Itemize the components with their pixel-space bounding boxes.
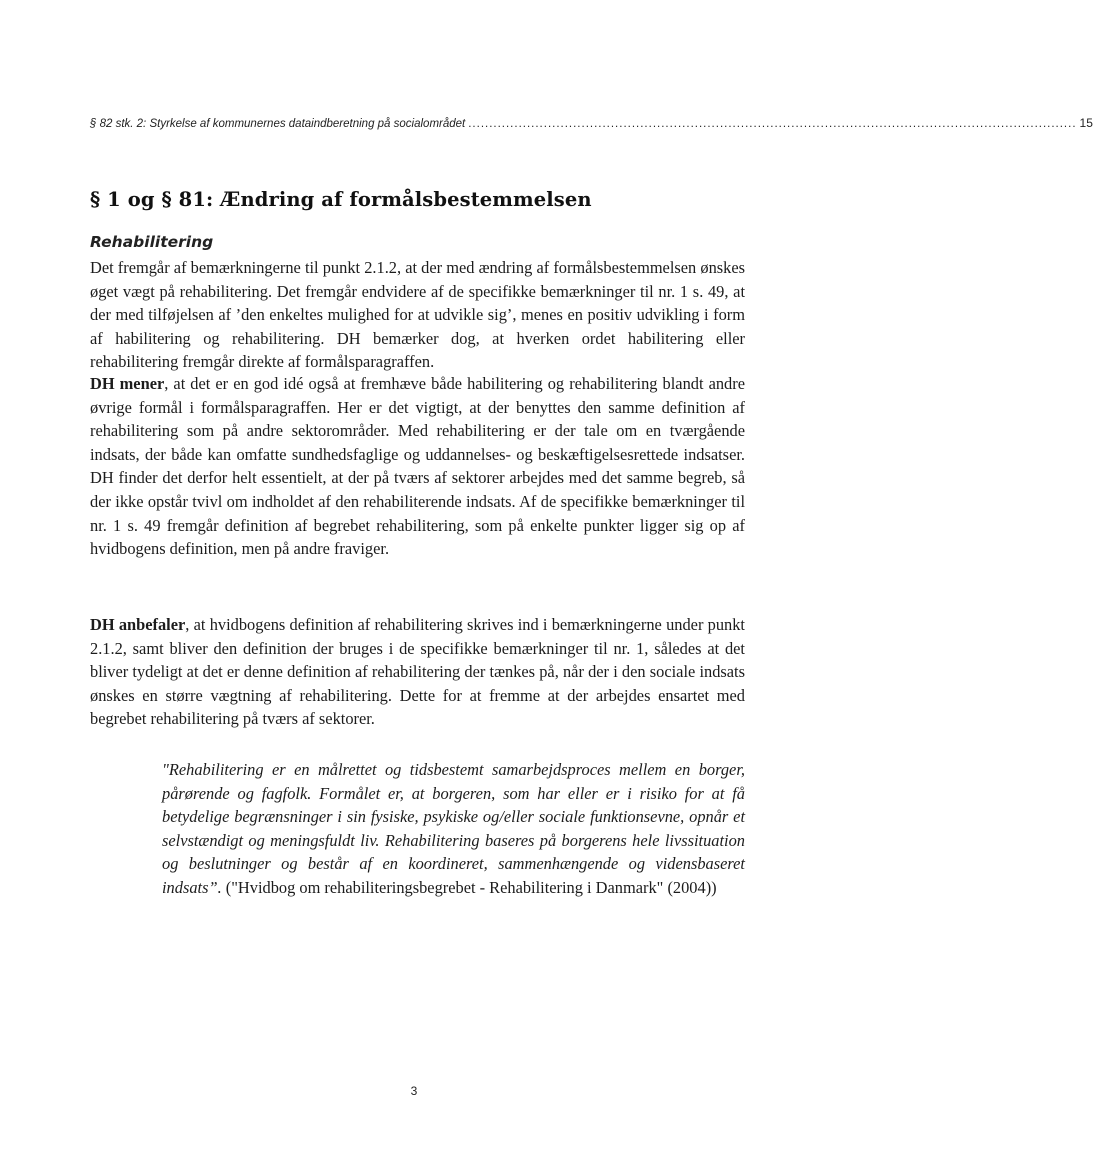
paragraph-dh-mener (90, 372, 745, 561)
toc-entry-page: 15 (1079, 116, 1093, 130)
paragraph-body-dh-mener: , at det er en god idé også at fremhæve både habilitering og rehabilitering blandt andre øvrige formål i formålsparagraffen. Her er det vigtigt, at der benyttes den samme definition af rehabilitering som på andre sektorområder. Med rehabilitering er der tale om en tværgående indsats, der både kan omfatte sundhedsfaglige og uddannelses- og beskæftigelsesrettede indsatser. DH finder det derfor helt essentielt, at der på tværs af sektorer arbejdes med det samme begreb, så der ikke opstår tvivl om indholdet af den rehabiliterende indsats. Af de specifikke bemærkninger til nr. 1 s. 49 fremgår definition af begrebet rehabilitering, som på enkelte punkter ligger sig op af hvidbogens definition, men på andre fraviger. (90, 374, 745, 559)
paragraph-lead-dh-mener: DH mener (90, 374, 165, 393)
subheading-rehabilitering: Rehabilitering (90, 233, 214, 251)
toc-leader-dots: ................................................................................................................................................. (468, 118, 1077, 130)
paragraph-intro: Det fremgår af bemærkningerne til punkt 2.1.2, at der med ændring af formålsbestemmelsen ønskes øget vægt på rehabilitering. Det fremgår endvidere af de specifikke bemærkninger til nr. 1 s. 49, at der med tilføjelsen af ’den enkeltes mulighed for at udvikle sig’, menes en positiv udvikling i form af habilitering og rehabilitering. DH bemærker dog, at hverken ordet habilitering eller rehabilitering fremgår direkte af formålsparagraffen. (90, 258, 745, 372)
page-number: 3 (410, 1084, 418, 1098)
quote-text: "Rehabilitering er en målrettet og tidsbestemt samarbejdsproces mellem en borger, pårørende og fagfolk. Formålet er, at borgeren, som har eller er i risiko for at få betydelige begrænsninger i sin fysiske, psykiske og/eller sociale funktionsevne, opnår et selvstændigt og meningsfuldt liv. Rehabilitering baseres på borgerens hele livssituation og beslutninger og består af en koordineret, sammenhængende og vidensbaseret indsats”. (162, 760, 745, 897)
toc-entry-text: § 82 stk. 2: Styrkelse af kommunernes dataindberetning på socialområdet (90, 118, 466, 130)
quote-source: ("Hvidbog om rehabiliteringsbegrebet - Rehabilitering i Danmark" (2004)) (221, 877, 717, 897)
blockquote-definition (162, 758, 745, 900)
toc-entry (90, 116, 1093, 130)
paragraph-lead-dh-anbefaler: DH anbefaler (90, 615, 186, 634)
section-title: § 1 og § 81: Ændring af formålsbestemmelsen (90, 188, 592, 211)
paragraph-dh-anbefaler (90, 613, 745, 731)
paragraph-body-dh-anbefaler: , at hvidbogens definition af rehabilitering skrives ind i bemærkningerne under punkt 2.1.2, samt bliver den definition der bruges i de specifikke bemærkninger til nr. 1, således at det bliver tydeligt at det er denne definition af rehabilitering der tænkes på, når der i den sociale indsats ønskes en større vægtning af rehabilitering. Dette for at fremme at der arbejdes ensartet med begrebet rehabilitering på tværs af sektorer. (90, 615, 745, 729)
